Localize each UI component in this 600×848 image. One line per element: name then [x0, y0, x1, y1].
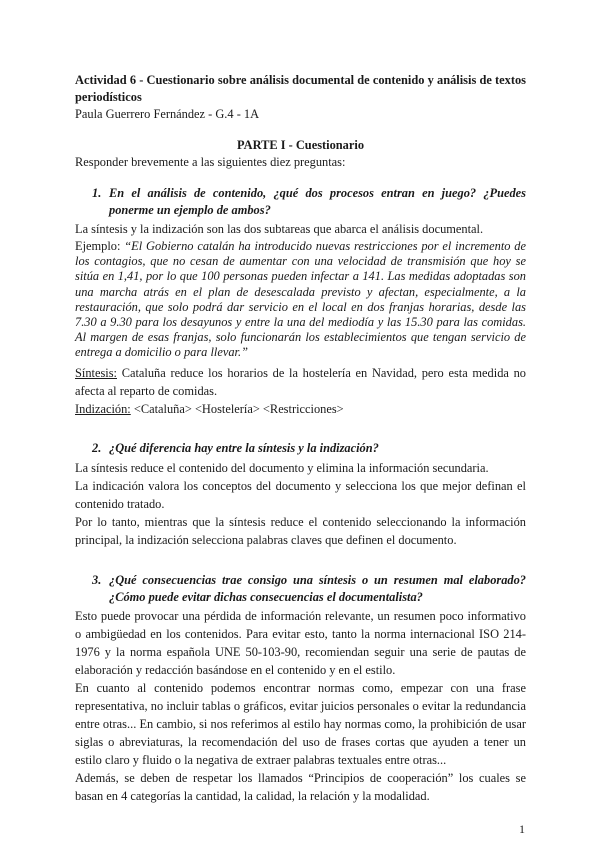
question-1-text: 1. En el análisis de contenido, ¿qué dos procesos entran en juego? ¿Puedes ponerme un ejemplo de ambos? [92, 186, 526, 217]
part-section [75, 137, 526, 171]
indizacion: Indización: <Cataluña> <Hostelería> <Restricciones> [75, 401, 344, 416]
answer-2-p1: La síntesis reduce el contenido del documento y elimina la información secundaria. [75, 461, 489, 475]
question-2 [75, 440, 526, 549]
answer-3-p1: Esto puede provocar una pérdida de información relevante, un resumen poco informativo o ambigüedad en los contenidos. Para evitar esto, tanto la norma internacional ISO 214-1976 y la norma española UNE 50-103-90, recomiendan seguir una serie de pautas de elaboración y redacción basándose en el contenido y en el estilo. [75, 609, 526, 677]
page-number: 1 [519, 822, 525, 836]
document-title: Actividad 6 - Cuestionario sobre análisis documental de contenido y análisis de textos periodísticos [75, 73, 526, 104]
document-header [75, 72, 526, 123]
question-3 [75, 572, 526, 805]
question-3-text: 3. ¿Qué consecuencias trae consigo una síntesis o un resumen mal elaborado? ¿Cómo puede evitar dichas consecuencias el documentalista? [92, 573, 526, 604]
answer-2-p2: La indicación valora los conceptos del documento y selecciona los que mejor definan el contenido tratado. [75, 479, 526, 511]
answer-3-p2: En cuanto al contenido podemos encontrar normas como, empezar con una frase representativa, no incluir tablas o gráficos, evitar juicios personales o evitar la redundancia entre otras... En cambio, si nos referimos al estilo hay normas como, la prohibición de usar siglas o abreviaturas, la recomendación del uso de frases cortas que ayuden a tener un estilo claro y fluido o la negativa de extraer palabras textuales entre otras... [75, 681, 526, 767]
instruction: Responder brevemente a las siguientes diez preguntas: [75, 155, 346, 169]
sintesis: Síntesis: Cataluña reduce los horarios de la hostelería en Navidad, pero esta medida no afecta al reparto de comidas. [75, 365, 526, 398]
answer-3-p3: Además, se deben de respetar los llamados “Principios de cooperación” los cuales se basan en 4 categorías la cantidad, la calidad, la relación y la modalidad. [75, 771, 526, 803]
example: Ejemplo: “El Gobierno catalán ha introducido nuevas restricciones por el incremento de los contagios, que no cesan de aumentar con una velocidad de transmisión que hoy se sitúa en 1,41, por lo que 100 personas pueden infectar a 141. Las medidas adoptadas son una marcha atrás en el plan de desescalada previsto y afectan, especialmente, a la restauración, que solo podrá dar servicio en el local en dos franjas horarias, desde las 7.30 a 9.30 para los desayunos y entre la una del mediodía y las 15.30 para las comidas. Al margen de esas franjas, solo funcionarán los establecimientos que tengan servicio de entrega a domicilio o para llevar.” [75, 239, 526, 360]
part-heading: PARTE I - Cuestionario [236, 138, 365, 152]
question-1 [75, 185, 526, 418]
answer-1: La síntesis y la indización son las dos subtareas que abarca el análisis documental. [75, 222, 484, 236]
question-2-text: 2. ¿Qué diferencia hay entre la síntesis y la indización? [92, 441, 379, 455]
author-line: Paula Guerrero Fernández - G.4 - 1A [75, 107, 260, 121]
answer-2-p3: Por lo tanto, mientras que la síntesis reduce el contenido seleccionando la información principal, la indización selecciona palabras claves que definen el documento. [75, 515, 526, 547]
